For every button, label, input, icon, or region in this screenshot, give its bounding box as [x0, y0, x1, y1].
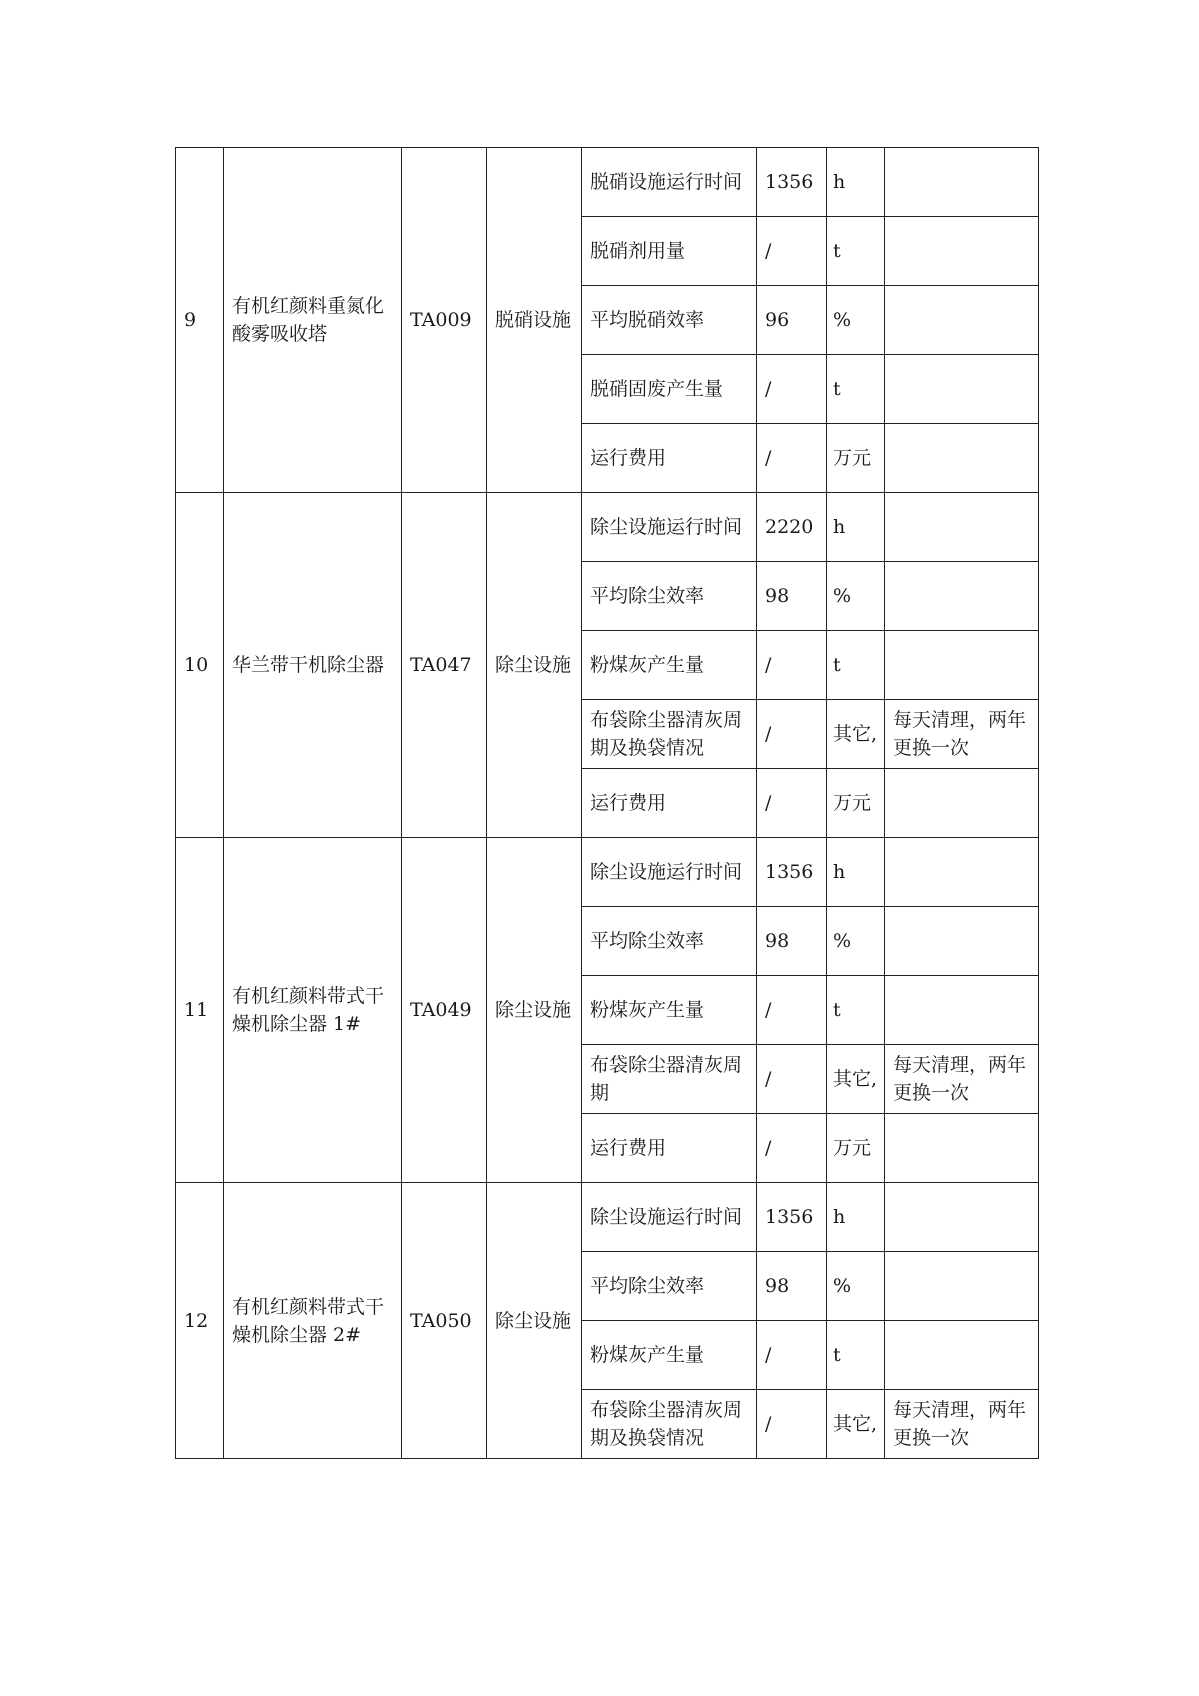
- remark-cell: [885, 355, 1039, 424]
- remark-cell: 每天清理，两年更换一次: [885, 1045, 1039, 1114]
- unit-cell: t: [827, 217, 885, 286]
- unit-cell: 其它,: [827, 1045, 885, 1114]
- item-cell: 脱硝固废产生量: [582, 355, 757, 424]
- unit-cell: h: [827, 493, 885, 562]
- table-row: [176, 493, 1039, 562]
- value-cell: 98: [757, 1252, 827, 1321]
- unit-cell: t: [827, 355, 885, 424]
- unit-cell: 其它,: [827, 700, 885, 769]
- item-cell: 除尘设施运行时间: [582, 838, 757, 907]
- unit-cell: 万元: [827, 1114, 885, 1183]
- remark-cell: [885, 148, 1039, 217]
- remark-cell: [885, 631, 1039, 700]
- unit-cell: 万元: [827, 424, 885, 493]
- item-cell: 脱硝设施运行时间: [582, 148, 757, 217]
- table-body: [176, 148, 1039, 1459]
- item-cell: 除尘设施运行时间: [582, 1183, 757, 1252]
- unit-cell: h: [827, 1183, 885, 1252]
- unit-cell: %: [827, 1252, 885, 1321]
- remark-cell: [885, 838, 1039, 907]
- item-cell: 布袋除尘器清灰周期及换袋情况: [582, 1390, 757, 1459]
- facility-code-cell: TA047: [402, 493, 487, 838]
- row-number-cell: 12: [176, 1183, 224, 1459]
- value-cell: /: [757, 700, 827, 769]
- value-cell: /: [757, 1321, 827, 1390]
- facility-type-cell: 脱硝设施: [487, 148, 582, 493]
- value-cell: 1356: [757, 838, 827, 907]
- item-cell: 布袋除尘器清灰周期: [582, 1045, 757, 1114]
- unit-cell: %: [827, 286, 885, 355]
- facility-type-cell: 除尘设施: [487, 1183, 582, 1459]
- item-cell: 布袋除尘器清灰周期及换袋情况: [582, 700, 757, 769]
- facility-name-cell: 有机红颜料重氮化酸雾吸收塔: [224, 148, 402, 493]
- value-cell: 1356: [757, 1183, 827, 1252]
- unit-cell: t: [827, 976, 885, 1045]
- value-cell: 96: [757, 286, 827, 355]
- item-cell: 平均除尘效率: [582, 907, 757, 976]
- value-cell: /: [757, 355, 827, 424]
- facility-code-cell: TA050: [402, 1183, 487, 1459]
- table-row: [176, 148, 1039, 217]
- value-cell: 2220: [757, 493, 827, 562]
- facility-name-cell: 华兰带干机除尘器: [224, 493, 402, 838]
- remark-cell: 每天清理，两年更换一次: [885, 700, 1039, 769]
- item-cell: 脱硝剂用量: [582, 217, 757, 286]
- facility-code-cell: TA049: [402, 838, 487, 1183]
- remark-cell: [885, 976, 1039, 1045]
- remark-cell: [885, 1183, 1039, 1252]
- item-cell: 粉煤灰产生量: [582, 1321, 757, 1390]
- remark-cell: [885, 493, 1039, 562]
- value-cell: /: [757, 217, 827, 286]
- unit-cell: 万元: [827, 769, 885, 838]
- item-cell: 平均除尘效率: [582, 562, 757, 631]
- value-cell: /: [757, 769, 827, 838]
- remark-cell: [885, 1252, 1039, 1321]
- item-cell: 除尘设施运行时间: [582, 493, 757, 562]
- remark-cell: [885, 424, 1039, 493]
- facility-table: [175, 147, 1039, 1459]
- facility-code-cell: TA009: [402, 148, 487, 493]
- unit-cell: t: [827, 631, 885, 700]
- facility-type-cell: 除尘设施: [487, 838, 582, 1183]
- unit-cell: h: [827, 148, 885, 217]
- item-cell: 粉煤灰产生量: [582, 631, 757, 700]
- value-cell: 98: [757, 907, 827, 976]
- unit-cell: h: [827, 838, 885, 907]
- value-cell: /: [757, 1390, 827, 1459]
- facility-name-cell: 有机红颜料带式干燥机除尘器 1#: [224, 838, 402, 1183]
- row-number-cell: 10: [176, 493, 224, 838]
- item-cell: 平均除尘效率: [582, 1252, 757, 1321]
- remark-cell: [885, 1114, 1039, 1183]
- remark-cell: [885, 562, 1039, 631]
- remark-cell: [885, 907, 1039, 976]
- unit-cell: t: [827, 1321, 885, 1390]
- remark-cell: [885, 1321, 1039, 1390]
- facility-name-cell: 有机红颜料带式干燥机除尘器 2#: [224, 1183, 402, 1459]
- unit-cell: %: [827, 562, 885, 631]
- value-cell: /: [757, 424, 827, 493]
- row-number-cell: 11: [176, 838, 224, 1183]
- unit-cell: %: [827, 907, 885, 976]
- value-cell: /: [757, 1045, 827, 1114]
- item-cell: 运行费用: [582, 424, 757, 493]
- row-number-cell: 9: [176, 148, 224, 493]
- value-cell: /: [757, 631, 827, 700]
- remark-cell: 每天清理，两年更换一次: [885, 1390, 1039, 1459]
- value-cell: 98: [757, 562, 827, 631]
- table-row: [176, 1183, 1039, 1252]
- item-cell: 平均脱硝效率: [582, 286, 757, 355]
- remark-cell: [885, 769, 1039, 838]
- remark-cell: [885, 217, 1039, 286]
- unit-cell: 其它,: [827, 1390, 885, 1459]
- table-row: [176, 838, 1039, 907]
- value-cell: /: [757, 1114, 827, 1183]
- value-cell: /: [757, 976, 827, 1045]
- remark-cell: [885, 286, 1039, 355]
- facility-type-cell: 除尘设施: [487, 493, 582, 838]
- value-cell: 1356: [757, 148, 827, 217]
- item-cell: 粉煤灰产生量: [582, 976, 757, 1045]
- item-cell: 运行费用: [582, 1114, 757, 1183]
- item-cell: 运行费用: [582, 769, 757, 838]
